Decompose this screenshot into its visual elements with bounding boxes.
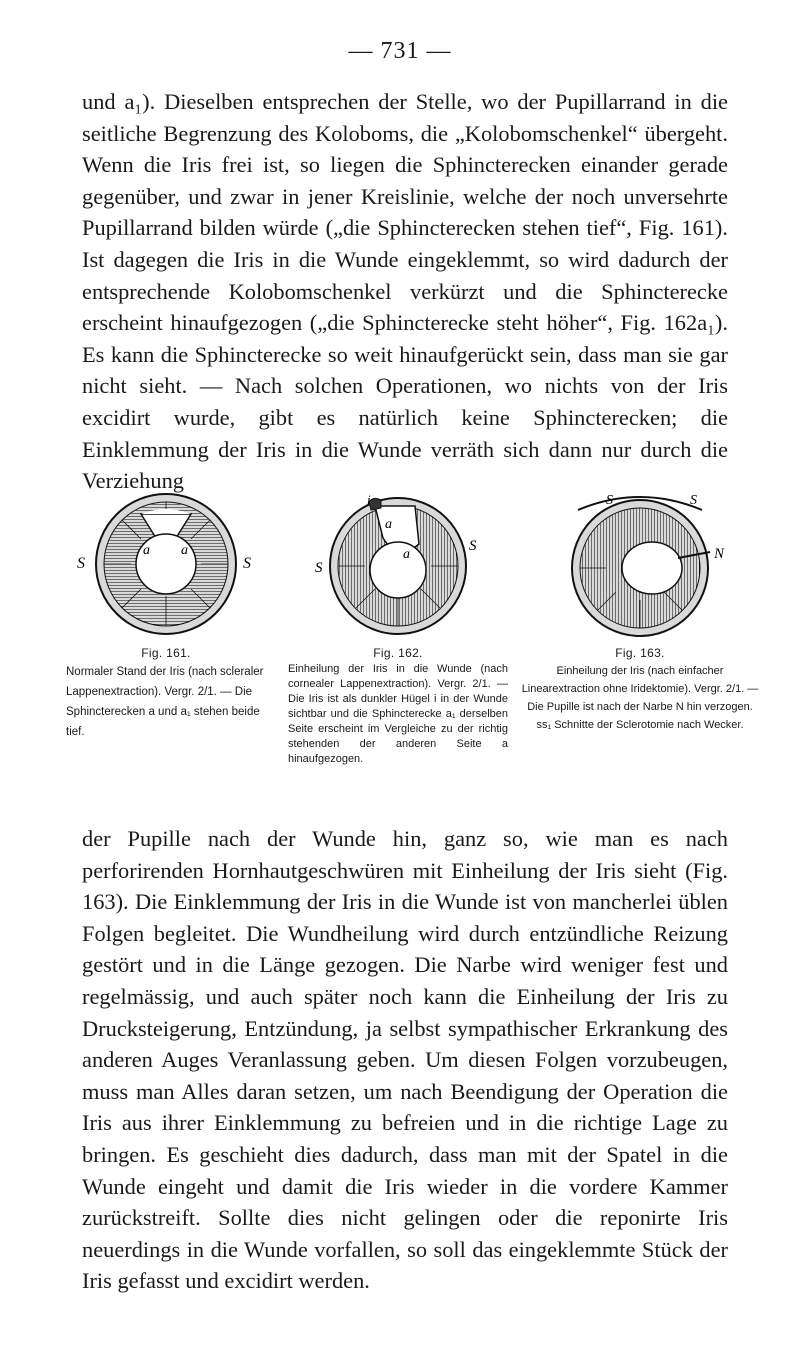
letter-S: S xyxy=(243,555,251,572)
letter-a: a xyxy=(403,547,410,562)
figure-row xyxy=(60,492,760,782)
iris-illustration-163 xyxy=(540,492,740,642)
figure-label: Fig. 163. xyxy=(615,646,665,660)
letter-a1: a xyxy=(385,517,392,532)
letter-s: S xyxy=(606,493,613,508)
figure-caption: Einheilung der Iris in die Wunde (nach cornealer Lappenextraction). Vergr. 2/1. — Die Iris ist als dunkler Hügel i in der Wunde sichtbar und die Sphincterecke a₁ derselben Seite erscheint im Vergleiche zu der richtig stehenden der anderen Seite a hinaufgezogen. xyxy=(288,663,508,765)
figure-caption: Normaler Stand der Iris (nach scleraler Lappenextraction). Vergr. 2/1. — Die Sphincterecken a und a₁ stehen beide tief. xyxy=(66,666,264,738)
figure-162 xyxy=(288,492,508,767)
figure-label: Fig. 161. xyxy=(141,646,191,660)
page-number: — 731 — xyxy=(348,38,452,64)
paragraph-text: und a₁). Dieselben entsprechen der Stelle, wo der Pupillarrand in die seitliche Begrenzung des Koloboms, die „Kolobomschenkel“ übergeht. Wenn die Iris frei ist, so liegen die Sphincterecken einander gerade gegenüber, und zwar in jener Kreislinie, welche der noch unversehrte Pupillarrand bilden würde („die Sphincterecken stehen tief“, Fig. 161). Ist dagegen die Iris in die Wunde eingeklemmt, so wird dadurch der entsprechende Kolobomschenkel verkürzt und die Sphincterecke erscheint hinaufgezogen („die Sphincterecke steht höher“, Fig. 162a₁). Es kann die Sphincterecke so weit hinaufgerückt sein, dass man sie gar nicht sieht. — Nach solchen Operationen, wo nichts von der Iris excidirt wurde, gibt es natürlich keine Sphincterecken; die Einklemmung der Iris in die Wunde verräth sich dann nur durch die Verziehung xyxy=(82,89,728,494)
figure-label: Fig. 162. xyxy=(373,646,423,660)
letter-S: S xyxy=(469,538,477,554)
figure-caption: Einheilung der Iris (nach einfacher Linearextraction ohne Iridektomie). Vergr. 2/1. — Die Pupille ist nach der Narbe N hin verzogen. ss₁ Schnitte der Sclerotomie nach Wecker. xyxy=(521,665,759,731)
letter-S1: S xyxy=(315,560,323,576)
figure-161 xyxy=(60,492,272,742)
body-paragraph-2 xyxy=(82,823,728,1297)
body-paragraph-1 xyxy=(82,86,728,497)
figure-163 xyxy=(520,492,760,734)
letter-s1: S xyxy=(690,493,697,508)
iris-illustration-162 xyxy=(303,492,493,642)
paragraph-text: der Pupille nach der Wunde hin, ganz so, wie man es nach perforirenden Hornhautgeschwüren mit Einheilung der Iris sieht (Fig. 163). Die Einklemmung der Iris in die Wunde ist von mancherlei üblen Folgen begleitet. Die Wundheilung wird durch entzündliche Reizung gestört und in die Länge gezogen. Die Narbe wird weniger fest und regelmässig, und auch später noch kann die Einheilung der Iris zu Drucksteigerung, Entzündung, ja selbst sympathischer Erkrankung des anderen Auges Veranlassung geben. Um diesen Folgen vorzubeugen, muss man Alles daran setzen, um nach Beendigung der Operation die Iris aus ihrer Einklemmung zu befreien und in die richtige Lage zu bringen. Es geschieht dies dadurch, dass man mit der Spatel in die Wunde eingeht und damit die Iris wieder in die vordere Kammer zurückstreift. Sollte dies nicht gelingen oder die reponirte Iris neuerdings in die Wunde vorfallen, so soll das eingeklemmte Stück der Iris gefasst und excidirt werden. xyxy=(82,826,728,1294)
iris-illustration-161 xyxy=(71,492,261,642)
letter-N: N xyxy=(714,546,725,562)
letter-S1: S xyxy=(77,555,85,572)
letter-i: i xyxy=(367,492,371,507)
letter-a1: a xyxy=(143,543,150,558)
letter-a: a xyxy=(181,543,188,558)
